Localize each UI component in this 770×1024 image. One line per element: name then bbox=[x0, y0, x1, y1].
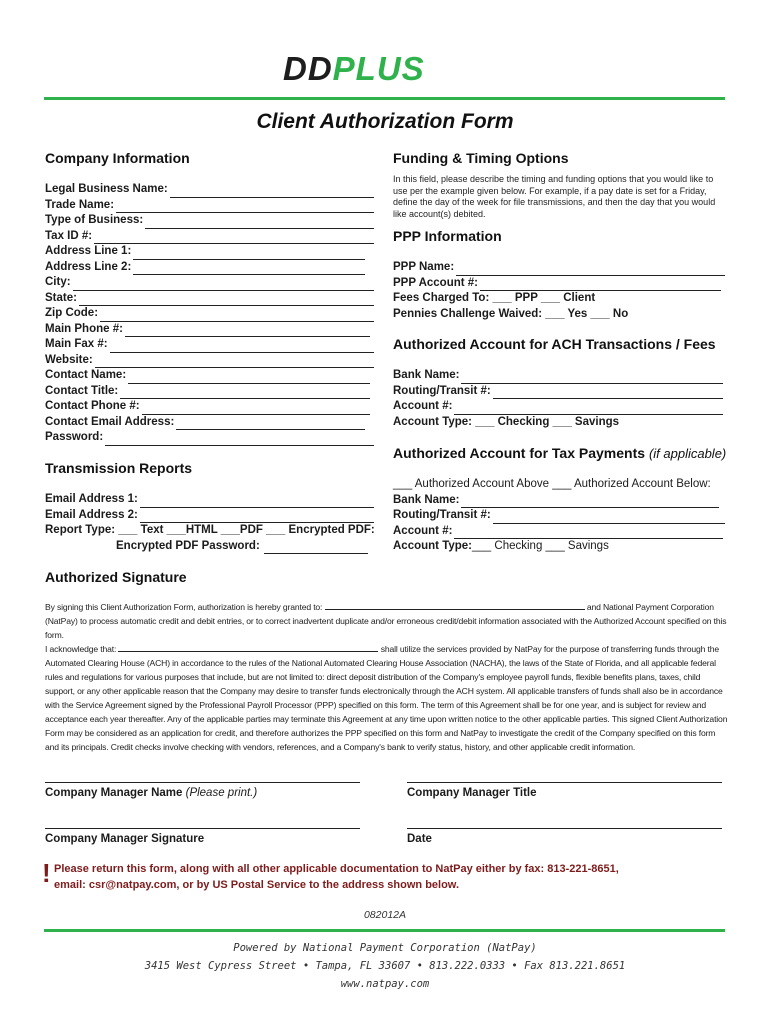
manager-name-label: Company Manager Name (Please print.) bbox=[45, 787, 258, 799]
pennies-challenge-field[interactable]: Pennies Challenge Waived: ___ Yes ___ No bbox=[393, 307, 629, 320]
company-field-tax-id[interactable]: Tax ID #: bbox=[45, 229, 374, 245]
manager-name-line[interactable] bbox=[45, 782, 360, 783]
encrypted-password-field[interactable]: Encrypted PDF Password: bbox=[45, 539, 368, 555]
company-field-contact-phone[interactable]: Contact Phone #: bbox=[45, 399, 370, 415]
tax-account-choice[interactable]: ___ Authorized Account Above ___ Authorized Account Below: bbox=[393, 478, 711, 490]
report-type-field[interactable]: Report Type: ___ Text ___HTML ___PDF ___ Encrypted PDF: bbox=[45, 524, 375, 536]
company-field-address-line-2[interactable]: Address Line 2: bbox=[45, 260, 365, 276]
manager-title-line[interactable] bbox=[407, 782, 722, 783]
tax-fields bbox=[393, 477, 725, 555]
logo-plus: PLUS bbox=[332, 50, 425, 87]
company-field-zip-code[interactable]: Zip Code: bbox=[45, 306, 374, 322]
top-divider bbox=[44, 97, 725, 100]
ach-routing-field[interactable]: Routing/Transit #: bbox=[393, 384, 723, 400]
signature-heading: Authorized Signature bbox=[45, 569, 187, 585]
ach-account-type-field[interactable]: Account Type: ___ Checking ___ Savings bbox=[393, 415, 620, 428]
ppp-account-field[interactable]: PPP Account #: bbox=[393, 276, 721, 292]
company-info-heading: Company Information bbox=[45, 150, 190, 166]
ach-fields bbox=[393, 368, 723, 430]
funding-description: In this field, please describe the timing and funding options that you would like to use per the example given below. For example, if a pay date is set for a Friday, define the day of the week for file transmissions, and then the day that you would like account(s) debited. bbox=[393, 174, 716, 219]
company-field-main-phone[interactable]: Main Phone #: bbox=[45, 322, 370, 338]
company-field-contact-email-address[interactable]: Contact Email Address: bbox=[45, 415, 365, 431]
manager-signature-label: Company Manager Signature bbox=[45, 833, 205, 845]
company-field-trade-name[interactable]: Trade Name: bbox=[45, 198, 374, 214]
company-field-contact-name[interactable]: Contact Name: bbox=[45, 368, 370, 384]
email-address-2-field[interactable]: Email Address 2: bbox=[45, 508, 374, 524]
tax-account-type-field[interactable]: Account Type: ___ Checking ___ Savings bbox=[393, 540, 609, 552]
ach-account-field[interactable]: Account #: bbox=[393, 399, 723, 415]
ppp-name-field[interactable]: PPP Name: bbox=[393, 260, 725, 276]
company-info-fields bbox=[45, 182, 374, 446]
manager-signature-line[interactable] bbox=[45, 828, 360, 829]
form-title: Client Authorization Form bbox=[256, 110, 514, 133]
tax-bank-name-field[interactable]: Bank Name: bbox=[393, 493, 719, 509]
company-field-state[interactable]: State: bbox=[45, 291, 374, 307]
manager-title-label: Company Manager Title bbox=[407, 787, 537, 799]
tax-heading-note: (if applicable) bbox=[648, 446, 727, 461]
company-field-website[interactable]: Website: bbox=[45, 353, 374, 369]
form-code: 082012A bbox=[363, 909, 407, 921]
tax-routing-field[interactable]: Routing/Transit #: bbox=[393, 508, 725, 524]
footer-address: 3415 West Cypress Street • Tampa, FL 33607 • 813.222.0333 • Fax 813.221.8651 bbox=[144, 960, 626, 972]
transmission-heading: Transmission Reports bbox=[45, 460, 193, 476]
company-name-line[interactable] bbox=[118, 642, 378, 652]
company-field-main-fax[interactable]: Main Fax #: bbox=[45, 337, 374, 353]
authorization-paragraph: By signing this Client Authorization Form, authorization is hereby granted to: and National Payment Corporation (NatPay) to process automatic credit and debit entries, or to correct inadvertent duplicate and/or erroneous credit/debit information associated with the Authorized Account specified on this form. bbox=[45, 602, 727, 640]
company-field-address-line-1[interactable]: Address Line 1: bbox=[45, 244, 365, 260]
date-line[interactable] bbox=[407, 828, 722, 829]
ddplus-logo bbox=[283, 52, 425, 85]
authorized-party-line[interactable] bbox=[325, 600, 585, 610]
return-notice: Please return this form, along with all other applicable documentation to NatPay either by fax: 813-221-8651, email: csr@natpay.com, or by US Postal Service to the address shown below. bbox=[54, 863, 619, 891]
ppp-fields bbox=[393, 260, 725, 322]
ppp-heading: PPP Information bbox=[393, 228, 502, 244]
date-label: Date bbox=[407, 833, 432, 845]
bottom-divider bbox=[44, 929, 725, 932]
ach-heading: Authorized Account for ACH Transactions / Fees bbox=[393, 336, 716, 352]
fees-charged-field[interactable]: Fees Charged To: ___ PPP ___ Client bbox=[393, 292, 596, 304]
funding-heading: Funding & Timing Options bbox=[393, 150, 569, 166]
company-field-legal-business-name[interactable]: Legal Business Name: bbox=[45, 182, 374, 198]
footer-website[interactable]: www.natpay.com bbox=[340, 978, 430, 990]
company-field-password[interactable]: Password: bbox=[45, 430, 374, 446]
company-field-contact-title[interactable]: Contact Title: bbox=[45, 384, 370, 400]
tax-heading: Authorized Account for Tax Payments (if applicable) bbox=[393, 445, 727, 461]
transmission-fields bbox=[45, 492, 374, 554]
exclamation-icon: ! bbox=[42, 858, 51, 888]
company-field-city[interactable]: City: bbox=[45, 275, 374, 291]
logo-dd: DD bbox=[283, 50, 333, 87]
acknowledgement-paragraph: I acknowledge that: shall utilize the services provided by NatPay for the purpose of transferring funds through the Automated Clearing House (ACH) in accordance to the rules of the National Automated Clearing House Association (NACHA), the laws of the State of Florida, and all applicable federal rules and regulations for various purposes that include, but are not limited to: direct deposit distribution of the Company's employee payroll funds, flexible benefits plans, taxes, child support, or any other applicable reason that the Company may desire to transfer funds electronically through the ACH system. All applicable transfers of funds shall also be in accordance with the Service Agreement signed by the Professional Payroll Processor (PPP) specified on this form. The term of this Agreement shall be for one year, and is subject for review and acceptance each year thereafter. Any of the applicable parties may terminate this Agreement at any time upon written notice to the other applicable parties. This signed Client Authorization Form may be considered as an application for credit, and therefore authorizes the PPP specified on this form and NatPay to investigate the credit of the Company specified on this form and its principals. Credit checks involve checking with vendors, references, and a Company's bank to verify status, history, and other applicable credit information. bbox=[45, 644, 728, 752]
company-field-type-of-business[interactable]: Type of Business: bbox=[45, 213, 374, 229]
footer-powered-by: Powered by National Payment Corporation (NatPay) bbox=[233, 942, 537, 954]
ach-bank-name-field[interactable]: Bank Name: bbox=[393, 368, 723, 384]
email-address-1-field[interactable]: Email Address 1: bbox=[45, 492, 374, 508]
tax-account-field[interactable]: Account #: bbox=[393, 524, 723, 540]
